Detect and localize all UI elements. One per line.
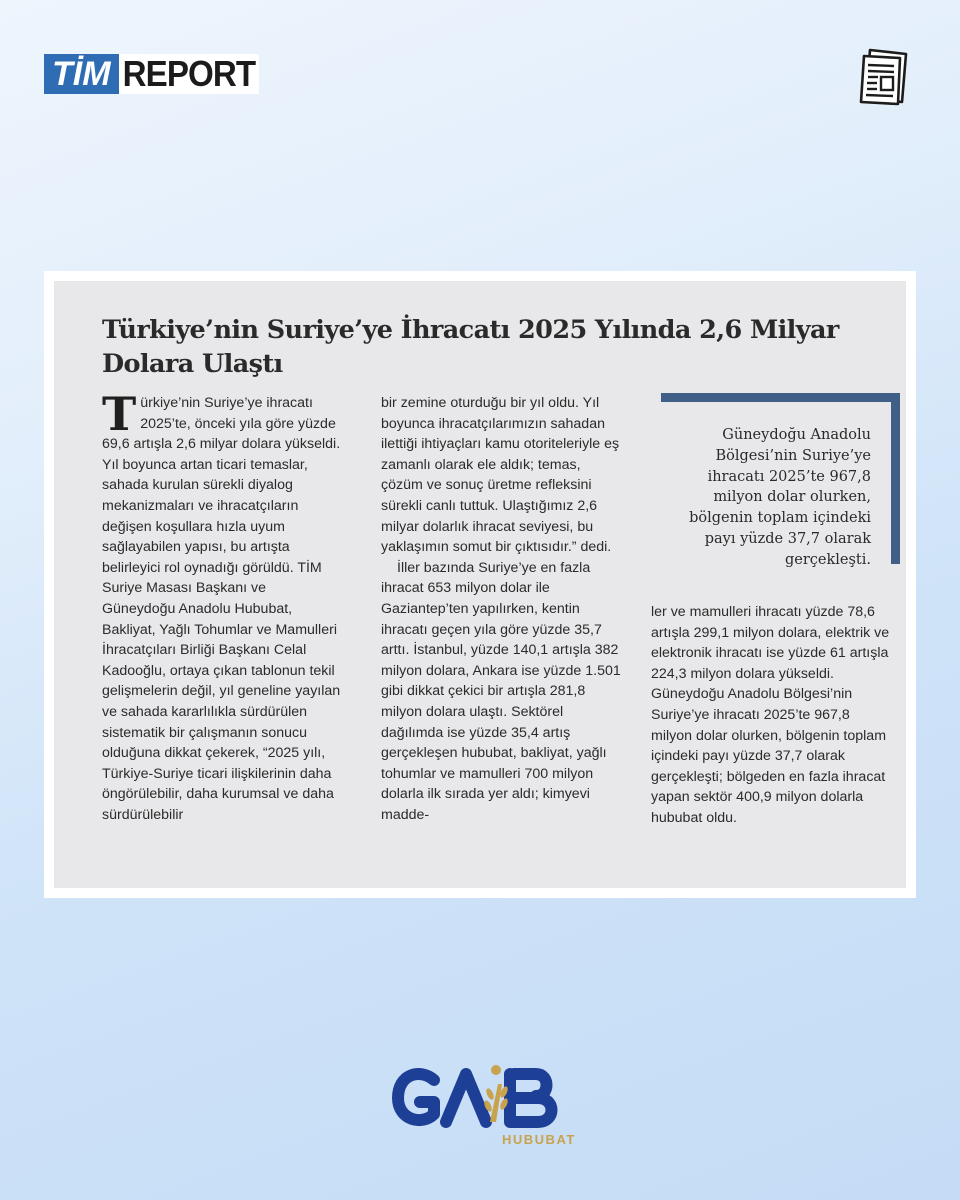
newspaper-icon xyxy=(856,44,918,106)
gaib-subtitle: HUBUBAT xyxy=(502,1132,576,1147)
article-column-3 xyxy=(651,602,891,829)
tim-logo-mark: TİM xyxy=(44,54,119,94)
column-3-paragraph: ler ve mamulleri ihracatı yüzde 78,6 artışla 299,1 milyon dolara, elektrik ve elektronik ihracatı ise yüzde 61 artışla 224,3 milyon dolara yükseldi. Güneydoğu Anadolu Bölgesi’nin Suriye’ye ihracatı 2025’te 967,8 milyon dolar olurken, bölgenin toplam içindeki payı yüzde 37,7 olarak gerçekleşti; bölgeden en fazla ihracat yapan sektör 400,9 milyon dolarla hububat oldu. xyxy=(651,604,890,826)
column-2-paragraph-2: İller bazında Suriye’ye en fazla ihracat 653 milyon dolar ile Gaziantep’ten yapılırken, kentin ihracatı geçen yıla göre yüzde 35,7 arttı. İstanbul, yüzde 140,1 artışla 382 milyon dolara, Ankara ise yüzde 1.501 gibi dikkat çekici bir artışla 281,8 milyon dolara ulaştı. Sektörel dağılımda ise yüzde 35,4 artış gerçekleşen hububat, bakliyat, yağlı tohumlar ve mamulleri 700 milyon dolarla ilk sırada yer aldı; kimyevi madde- xyxy=(381,559,621,823)
article-column-2 xyxy=(381,393,621,825)
column-1-paragraph: ürkiye’nin Suriye’ye ihracatı 2025’te, önceki yıla göre yüzde 69,6 artışla 2,6 milyar dolara yükseldi. Yıl boyunca artan ticari temaslar, sahada kurulan sürekli diyalog mekanizmaları ve ihracatçıların değişen koşullara hızla uyum sağlayabilen yapısı, bu artışta belirleyici rol oynadığı görüldü. TİM Suriye Masası Başkanı ve Güneydoğu Anadolu Hububat, Bakliyat, Yağlı Tohumlar ve Mamulleri İhracatçıları Birliği Başkanı Celal Kadooğlu, ortaya çıkan tablonun tekil gelişmelerin değil, yıl geneline yayılan ve sahada kararlılıkla sürdürülen sistematik bir çalışmanın sonucu olduğuna dikkat çekerek, “2025 yılı, Türkiye-Suriye ticari ilişkilerinin daha öngörülebilir, daha kurumsal ve daha sürdürülebilir xyxy=(102,395,341,823)
pullquote-rule-side xyxy=(891,393,900,564)
article-title: Türkiye’nin Suriye’ye İhracatı 2025 Yılında 2,6 Milyar Dolara Ulaştı xyxy=(102,315,839,379)
gaib-hububat-logo xyxy=(390,1060,576,1156)
article-column-1 xyxy=(102,387,342,825)
pullquote-rule-top xyxy=(661,393,900,402)
report-logo-text: REPORT xyxy=(119,54,259,94)
article-frame xyxy=(44,271,916,898)
pullquote: Güneydoğu Anadolu Bölgesi’nin Suriye’ye ihracatı 2025’te 967,8 milyon dolar olurken, bölgenin toplam içindeki payı yüzde 37,7 olarak gerçekleşti. xyxy=(689,427,871,568)
article-card xyxy=(54,281,906,888)
tim-report-logo xyxy=(44,54,271,94)
column-2-paragraph-1: bir zemine oturduğu bir yıl oldu. Yıl boyunca ihracatçılarımızın sahadan ilettiği ihtiyaçları kamu otoriteleriyle eş zamanlı olarak ele aldık; temas, çözüm ve sonuç üretme refleksini sürekli canlı tuttuk. Ulaştığımız 2,6 milyar dolarlık ihracat seviyesi, bu yaklaşımın somut bir çıktısıdır.” dedi. xyxy=(381,395,620,556)
drop-cap: T xyxy=(102,387,137,441)
